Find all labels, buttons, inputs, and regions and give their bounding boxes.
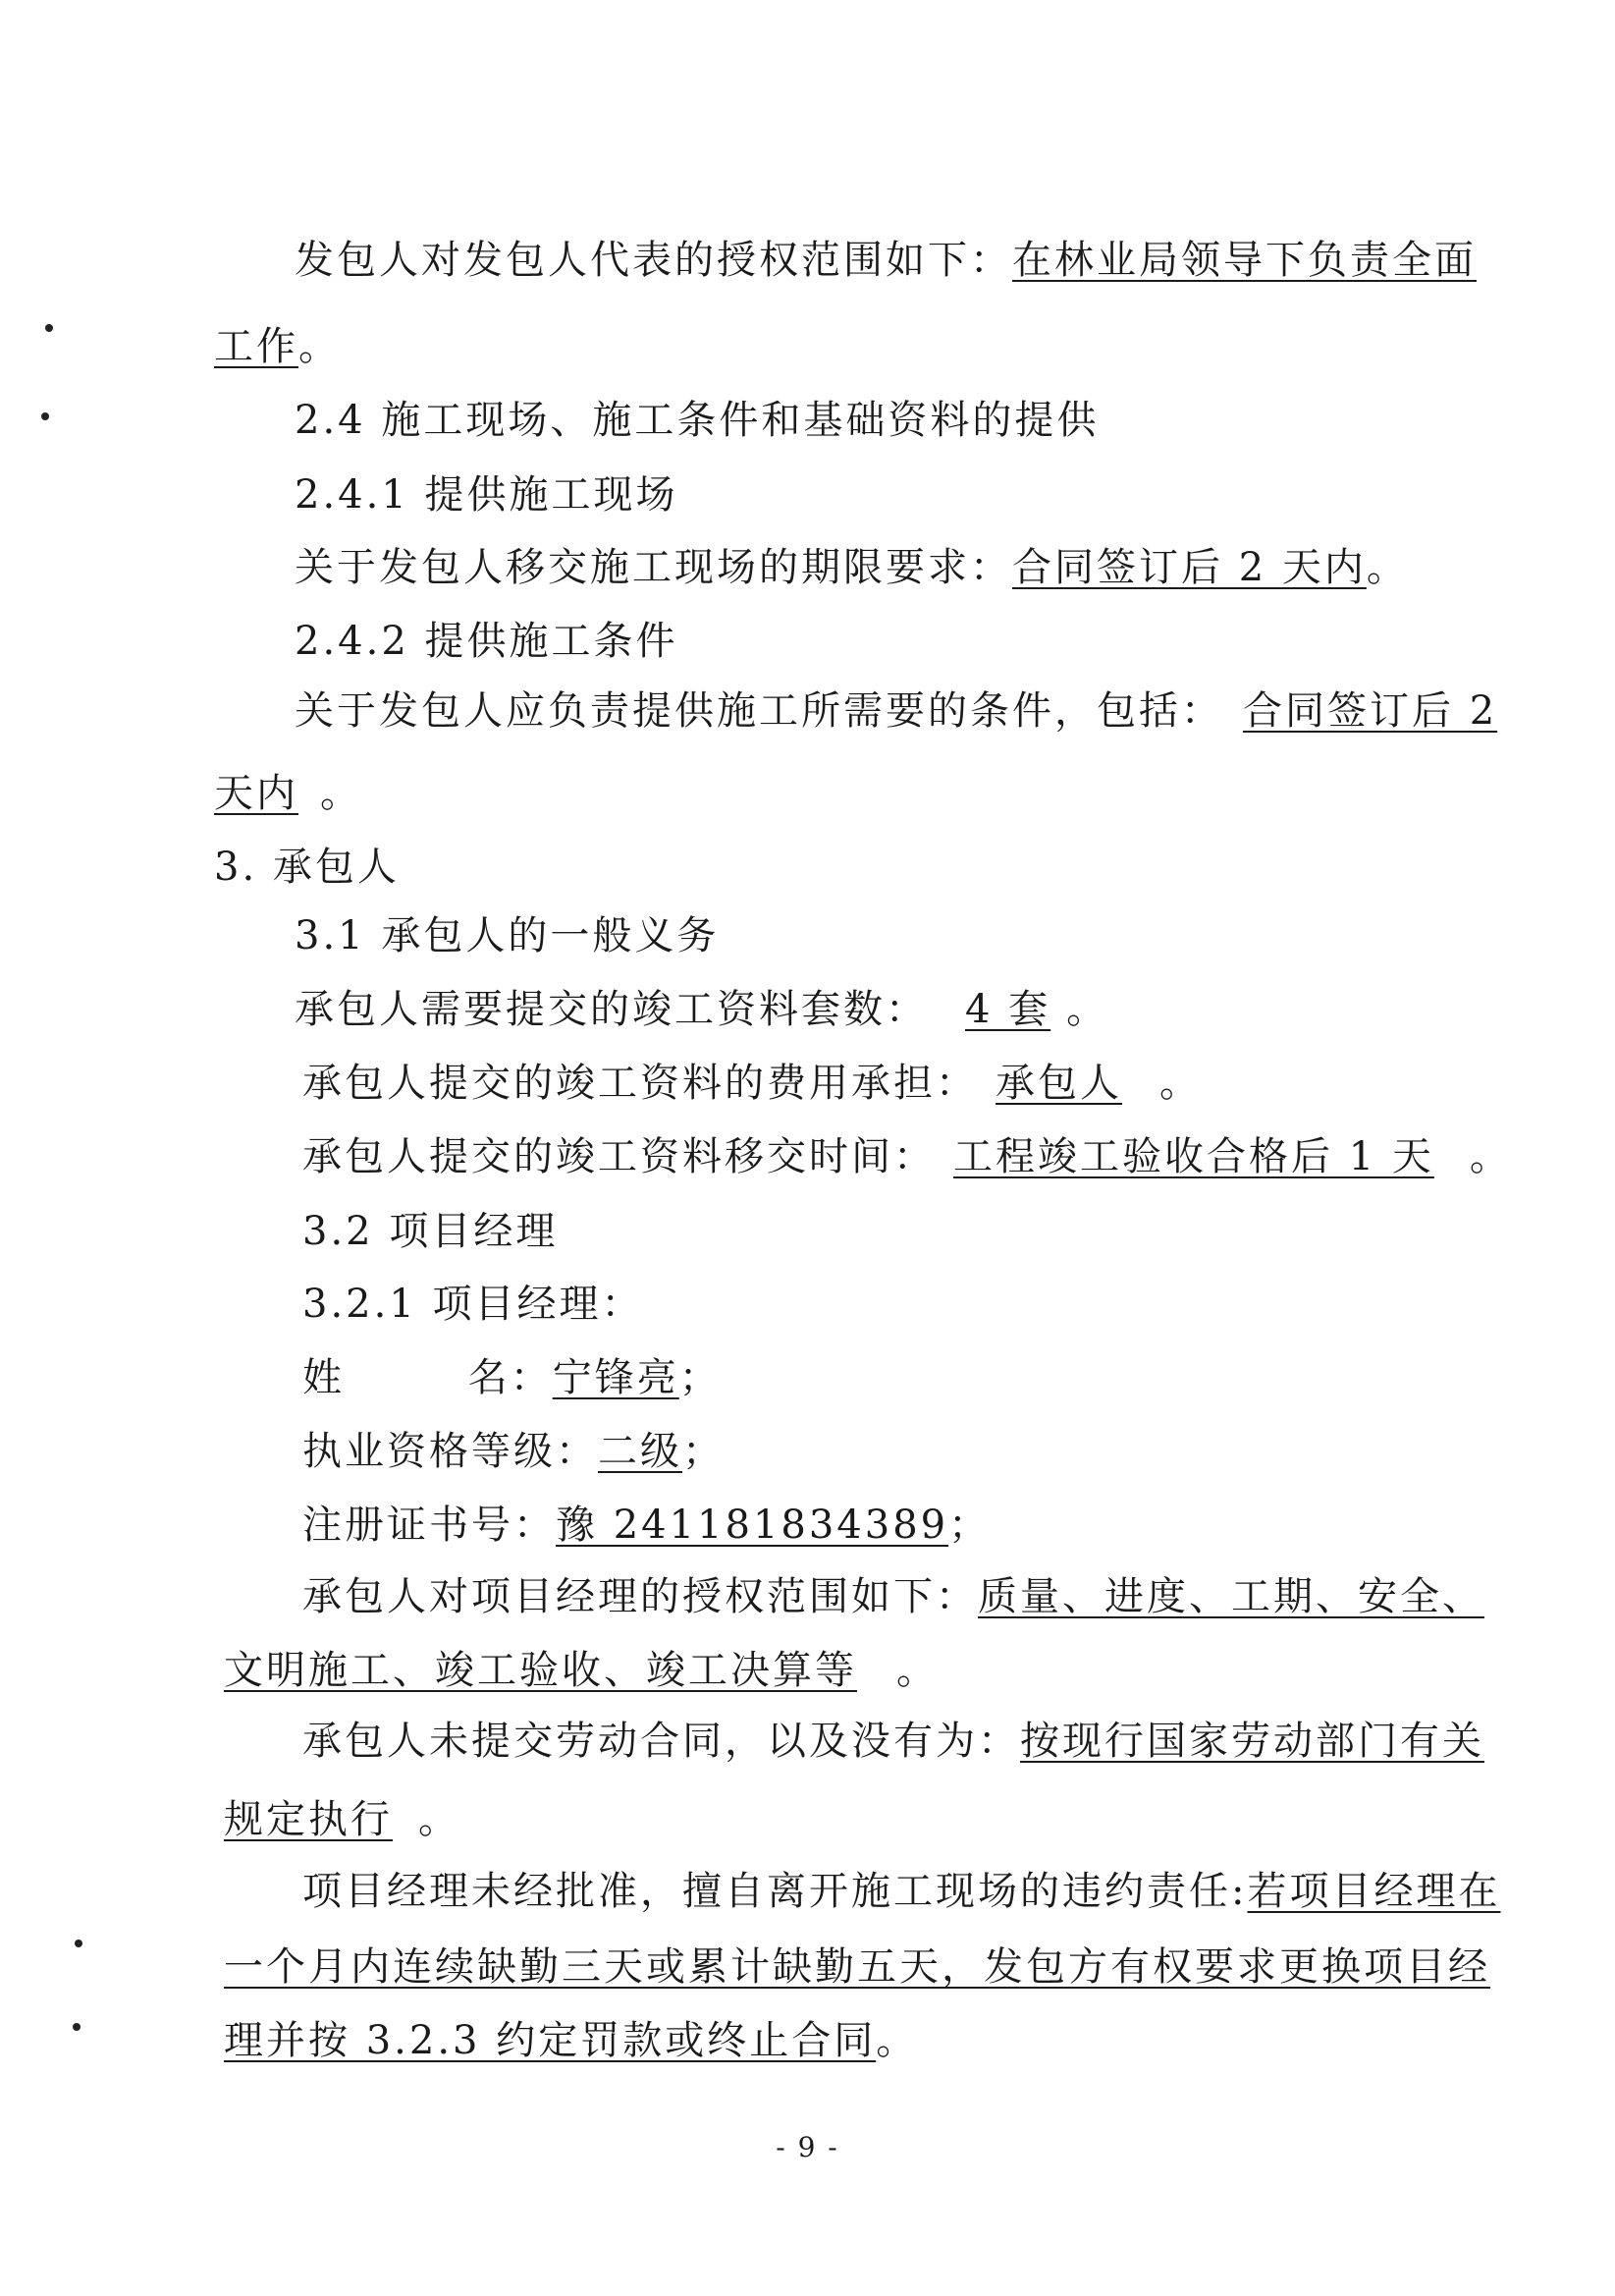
section-3-1-heading: 3.1 承包人的一般义务 <box>295 913 720 958</box>
completion-cost-line <box>302 1056 1202 1111</box>
auth-scope-value-cont: 工作 <box>214 324 298 369</box>
scan-speck <box>45 324 53 332</box>
section-3-heading: 3. 承包人 <box>214 845 400 890</box>
pm-grade-line <box>302 1424 725 1479</box>
auth-scope-line <box>295 233 1477 288</box>
section-3-2-1-heading: 3.2.1 项目经理： <box>302 1282 644 1327</box>
pm-grade-label: 执业资格等级： <box>302 1429 598 1474</box>
completion-sets-line <box>295 982 1108 1037</box>
completion-time-line <box>302 1129 1512 1184</box>
pm-name-label: 姓 名： <box>302 1355 553 1400</box>
pm-scope-line-2 <box>224 1643 939 1698</box>
punctuation: 。 <box>896 1648 939 1693</box>
labor-value-cont <box>224 1797 418 1842</box>
punctuation: 。 <box>298 324 341 369</box>
punctuation: 。 <box>1366 545 1409 590</box>
completion-sets-value-text: 4 套 <box>965 987 1051 1032</box>
leave-liability-value: 若项目经理在 <box>1247 1869 1501 1914</box>
conditions-line <box>295 683 1497 738</box>
pm-grade-value: 二级 <box>598 1429 682 1474</box>
conditions-value-cont-text: 天内 <box>214 771 298 816</box>
completion-time-label: 承包人提交的竣工资料移交时间： <box>302 1134 936 1179</box>
site-handover-value: 合同签订后 2 天内 <box>1012 545 1367 590</box>
site-handover-label: 关于发包人移交施工现场的期限要求： <box>295 545 1012 590</box>
pm-cert-label: 注册证书号： <box>302 1503 556 1548</box>
punctuation: 。 <box>876 2018 919 2063</box>
completion-sets-value <box>928 987 1066 1032</box>
scan-speck <box>41 412 49 420</box>
punctuation: ； <box>682 1429 725 1474</box>
page-number: - 9 - <box>776 2131 839 2163</box>
leave-liability-value-cont-2: 理并按 3.2.3 约定罚款或终止合同 <box>224 2018 877 2063</box>
pm-name-value: 宁锋亮 <box>552 1355 679 1400</box>
conditions-value <box>1223 688 1497 734</box>
completion-time-value <box>936 1134 1470 1179</box>
leave-liability-line <box>302 1864 1500 1919</box>
section-2-4-1-heading: 2.4.1 提供施工现场 <box>295 472 678 518</box>
completion-cost-value <box>978 1061 1159 1106</box>
section-2-4-2-heading: 2.4.2 提供施工条件 <box>295 619 678 664</box>
conditions-label: 关于发包人应负责提供施工所需要的条件，包括： <box>295 688 1223 734</box>
labor-value: 按现行国家劳动部门有关 <box>1020 1719 1484 1764</box>
pm-scope-value-cont-text: 文明施工、竣工验收、竣工决算等 <box>224 1648 857 1693</box>
completion-sets-label: 承包人需要提交的竣工资料套数： <box>295 987 928 1032</box>
auth-scope-line-2 <box>214 319 341 374</box>
auth-scope-label: 发包人对发包人代表的授权范围如下： <box>295 238 1012 283</box>
pm-scope-value: 质量、进度、工期、安全、 <box>978 1574 1484 1619</box>
completion-cost-value-text: 承包人 <box>996 1061 1122 1106</box>
completion-cost-label: 承包人提交的竣工资料的费用承担： <box>302 1061 978 1106</box>
labor-line-2 <box>224 1792 460 1847</box>
pm-name-line <box>302 1350 722 1405</box>
scan-speck <box>75 1940 82 1947</box>
site-handover-line <box>295 540 1409 595</box>
leave-liability-label: 项目经理未经批准，擅自离开施工现场的违约责任: <box>302 1869 1248 1914</box>
conditions-value-text: 合同签订后 2 <box>1243 688 1498 734</box>
pm-scope-value-cont <box>224 1648 896 1693</box>
pm-cert-value: 豫 241181834389 <box>556 1503 949 1548</box>
labor-line <box>302 1714 1484 1769</box>
leave-liability-line-3 <box>224 2013 918 2068</box>
punctuation: ； <box>678 1355 722 1400</box>
labor-value-cont-text: 规定执行 <box>224 1797 393 1842</box>
pm-cert-line <box>302 1498 991 1553</box>
completion-time-value-text: 工程竣工验收合格后 1 天 <box>953 1134 1434 1179</box>
conditions-value-cont <box>214 771 320 816</box>
auth-scope-value: 在林业局领导下负责全面 <box>1012 238 1477 283</box>
punctuation: 。 <box>1159 1061 1202 1106</box>
scan-speck <box>73 2023 81 2031</box>
leave-liability-value-cont: 一个月内连续缺勤三天或累计缺勤五天，发包方有权要求更换项目经 <box>224 1944 1490 1990</box>
punctuation: 。 <box>1469 1134 1512 1179</box>
punctuation: 。 <box>418 1797 460 1842</box>
labor-label: 承包人未提交劳动合同，以及没有为： <box>302 1719 1020 1764</box>
pm-scope-label: 承包人对项目经理的授权范围如下： <box>302 1574 978 1619</box>
section-3-2-heading: 3.2 项目经理 <box>302 1209 559 1254</box>
section-2-4-heading: 2.4 施工现场、施工条件和基础资料的提供 <box>295 398 1100 443</box>
punctuation: 。 <box>320 771 362 816</box>
pm-scope-line <box>302 1569 1484 1624</box>
punctuation: 。 <box>1066 987 1109 1032</box>
conditions-line-2 <box>214 766 362 821</box>
leave-liability-line-2 <box>224 1940 1490 1995</box>
punctuation: ； <box>948 1503 992 1548</box>
